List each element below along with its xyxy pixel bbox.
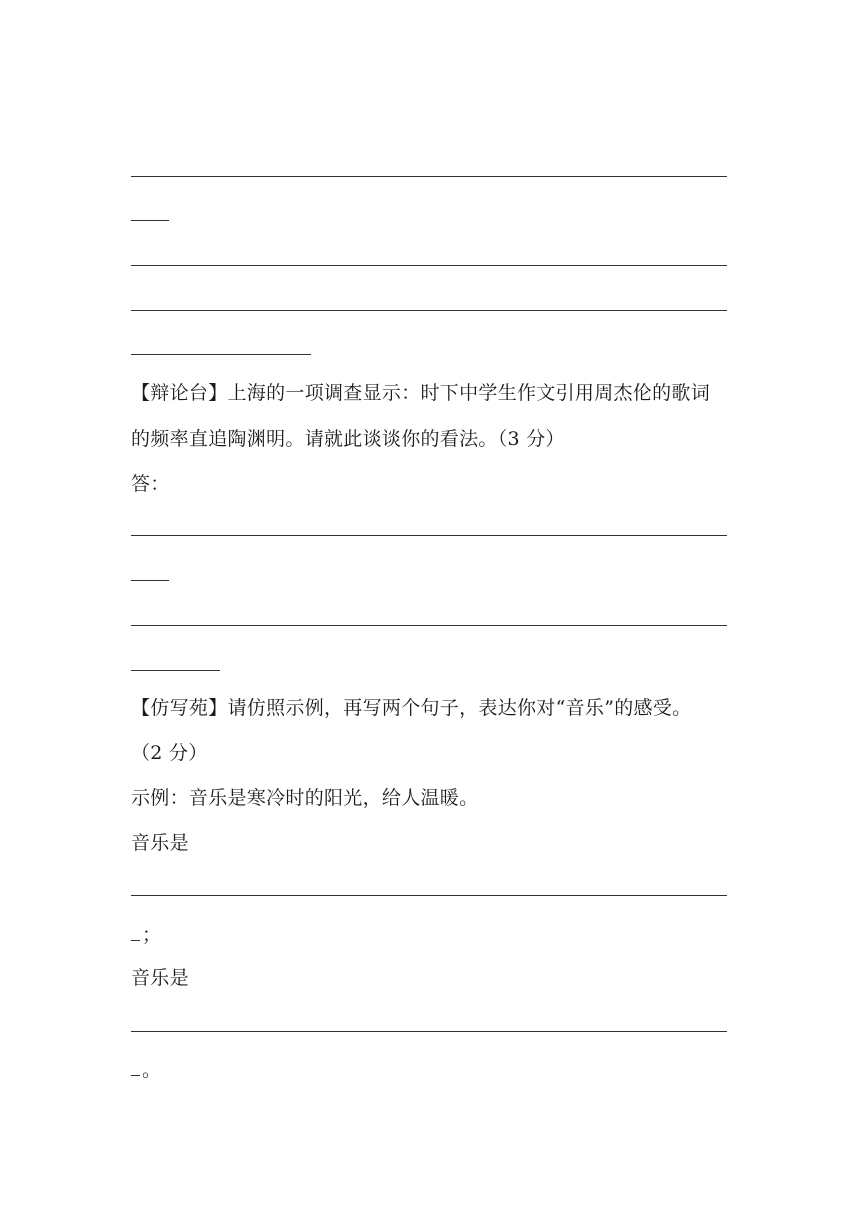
imitate-example: 示例：音乐是寒冷时的阳光，给人温暖。: [131, 787, 479, 809]
answer-line[interactable]: [131, 310, 727, 311]
answer-line[interactable]: [131, 1031, 727, 1032]
answer-line[interactable]: [131, 895, 727, 896]
answer-line[interactable]: [131, 265, 727, 266]
answer-line-short[interactable]: [131, 220, 169, 221]
answer-label: 答：: [131, 473, 170, 495]
imitate-question-line-1: 【仿写苑】请仿照示例，再写两个句子，表达你对“音乐”的感受。: [131, 697, 692, 719]
debate-question-line-1: 【辩论台】上海的一项调查显示：时下中学生作文引用周杰伦的歌词: [131, 382, 711, 404]
debate-question-line-2: 的频率直追陶渊明。请就此谈谈你的看法。（3 分）: [131, 428, 565, 450]
imitate-end-2: 。: [142, 1059, 162, 1081]
answer-line-short[interactable]: [131, 354, 311, 355]
imitate-end-1: ；: [142, 924, 162, 946]
answer-line[interactable]: [131, 625, 727, 626]
imitate-prompt-2: 音乐是: [131, 967, 189, 989]
answer-line-short[interactable]: [131, 670, 220, 671]
answer-line-short[interactable]: [131, 1075, 140, 1076]
imitate-prompt-1: 音乐是: [131, 832, 189, 854]
answer-line-short[interactable]: [131, 940, 140, 941]
answer-line[interactable]: [131, 176, 727, 177]
answer-line-short[interactable]: [131, 580, 169, 581]
imitate-question-line-2: （2 分）: [131, 742, 208, 764]
answer-line[interactable]: [131, 535, 727, 536]
